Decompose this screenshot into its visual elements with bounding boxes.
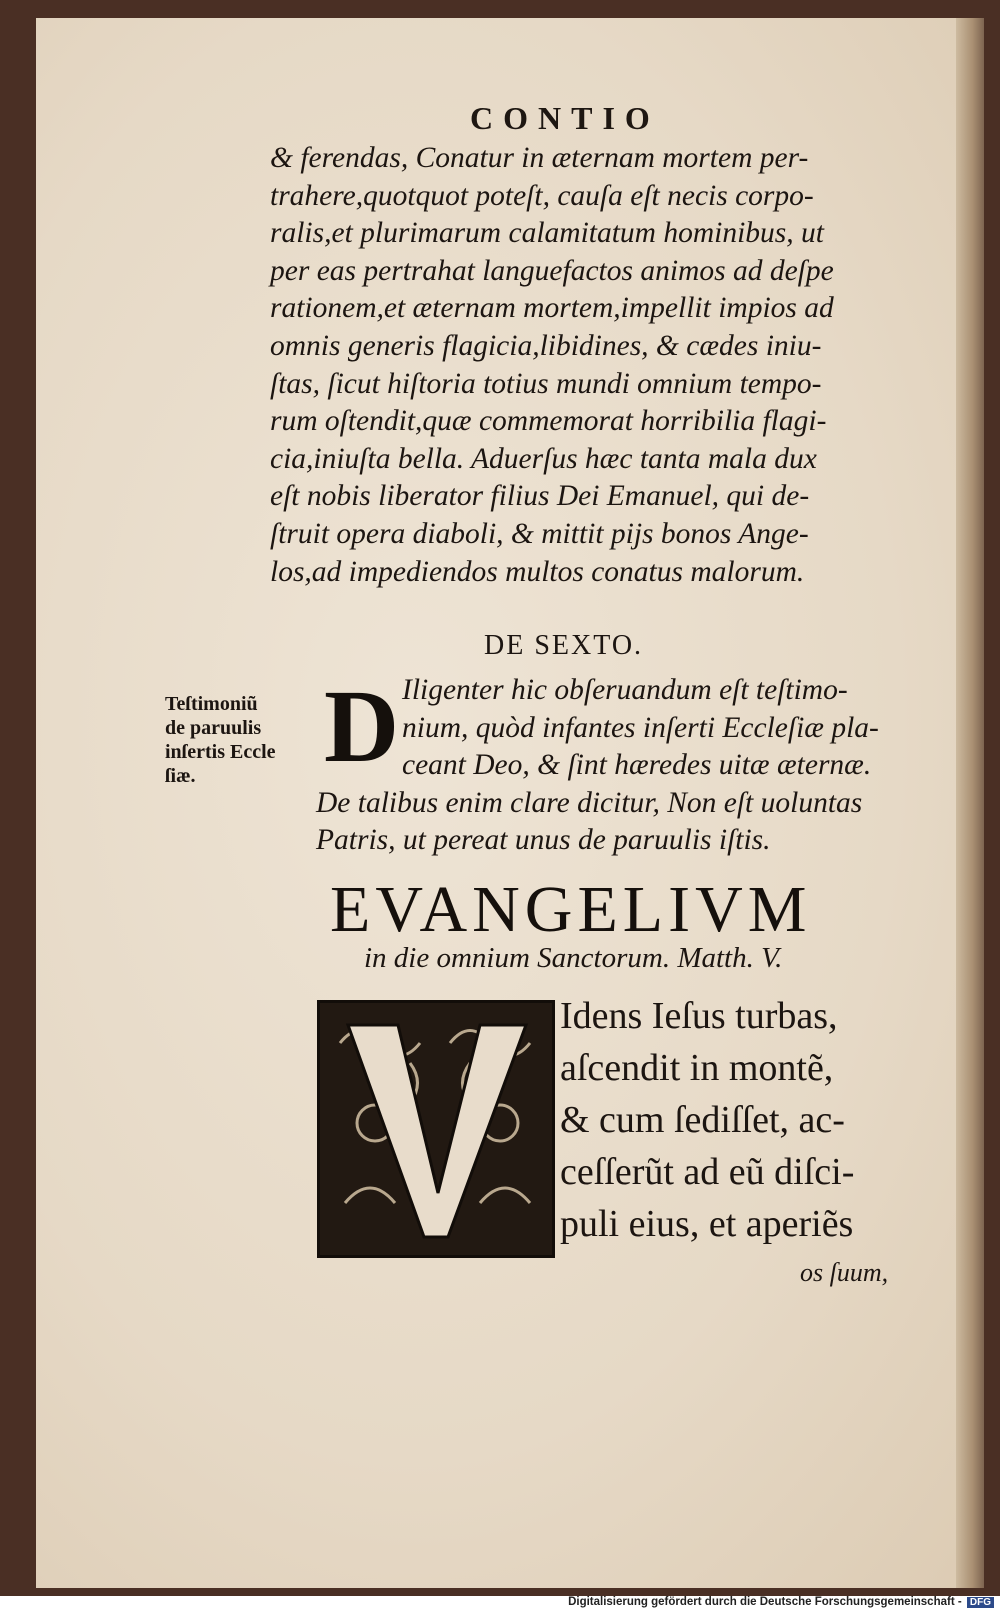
sexto-text — [316, 669, 916, 860]
text-line: & ferendas, Conatur in æternam mortem per- — [270, 142, 809, 174]
ornamental-initial-v — [317, 1000, 555, 1258]
text-line: trahere,quotquot poteſt, cauſa eſt necis corpo- — [270, 179, 814, 212]
text-line: rum oſtendit,quæ commemorat horribilia flagi- — [270, 405, 827, 438]
running-head: CONTIO — [470, 100, 660, 136]
marginal-line: ſiæ. — [165, 765, 196, 787]
text-line: & cum ſediſſet, ac- — [560, 1099, 845, 1141]
text-line: cia,iniuſta bella. Aduerſus hæc tanta mala dux — [270, 442, 817, 475]
marginal-note — [165, 692, 295, 788]
text-line: Idens Ieſus turbas, — [560, 995, 838, 1037]
marginal-line: inſertis Eccle — [165, 741, 276, 763]
body-text — [270, 140, 910, 591]
text-line: per eas pertrahat languefactos animos ad deſpe — [270, 254, 834, 287]
text-line: rationem,et æternam mortem,impellit impios ad — [270, 292, 834, 325]
text-line: ſtas, ſicut hiſtoria totius mundi omnium tempo- — [270, 367, 822, 400]
text-line: aſcendit in montẽ, — [560, 1047, 834, 1089]
text-line: nium, quòd infantes inſerti Eccleſiæ pla- — [402, 711, 879, 744]
text-line: Iligenter hic obſeruandum eſt teſtimo- — [402, 674, 848, 706]
text-line: ralis,et plurimarum calamitatum hominibus, ut — [270, 217, 824, 250]
page-edge — [956, 18, 984, 1588]
marginal-line: Teſtimoniũ — [165, 693, 258, 715]
gospel-subtitle: in die omnium Sanctorum. Matth. V. — [364, 942, 783, 974]
text-line: ceant Deo, & ſint hæredes uitæ æternæ. — [402, 749, 872, 782]
credit-text: Digitalisierung gefördert durch die Deutsche Forschungsgemeinschaft - — [568, 1596, 962, 1608]
text-line: los,ad impediendos multos conatus malorum. — [270, 555, 805, 588]
dfg-logo: DFG — [967, 1597, 994, 1608]
text-line: De talibus enim clare dicitur, Non eſt uoluntas — [316, 786, 863, 819]
marginal-line: de paruulis — [165, 717, 262, 739]
text-line: eſt nobis liberator filius Dei Emanuel, qui de- — [270, 480, 810, 513]
text-line: ſtruit opera diaboli, & mittit pijs bonos Ange- — [270, 517, 809, 550]
gospel-title: EVANGELIVM — [330, 873, 812, 946]
section-heading: DE SEXTO. — [484, 630, 644, 661]
catchword: os ſuum, — [800, 1258, 889, 1287]
text-line: Patris, ut pereat unus de paruulis iſtis. — [316, 824, 771, 857]
text-line: puli eius, et aperiẽs — [560, 1203, 854, 1245]
text-line: omnis generis flagicia,libidines, & cædes iniu- — [270, 329, 822, 362]
drop-cap-d: D — [324, 669, 400, 784]
text-line: ceſſerũt ad eũ diſci- — [560, 1151, 855, 1193]
digitization-credit — [568, 1596, 994, 1608]
gospel-text — [560, 990, 940, 1250]
